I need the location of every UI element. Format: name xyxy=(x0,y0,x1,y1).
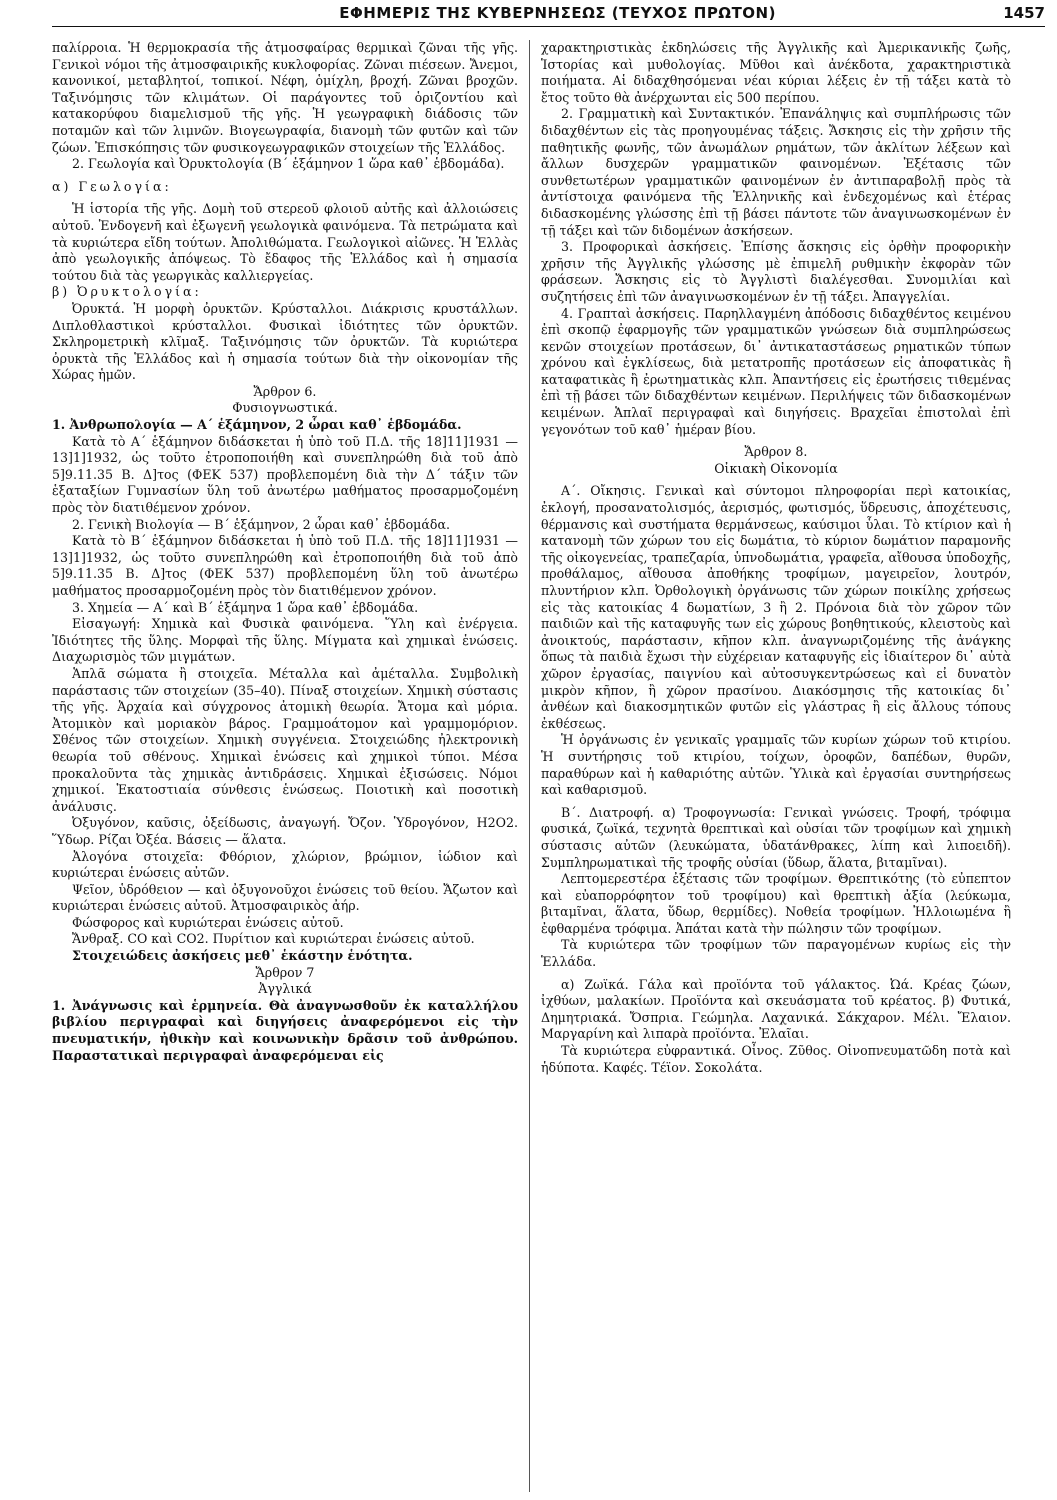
paragraph: Ὀρυκτά. Ἡ μορφὴ ὀρυκτῶν. Κρύσταλλοι. Διάκρισις κρυστάλλων. Διπλοθλαστικοὶ κρύσταλλοι. Φυσικαὶ ἰδιότητες τῶν ὀρυκτῶν. Σκληρομετρικὴ κλῖμαξ. Ταξινόμησις τῶν ὀρυκτῶν. Τὰ κυριώτερα ὀρυκτὰ τῆς Ἑλλάδος καὶ ἡ σημασία τούτων διὰ τὴν οἰκονομίαν τῆς Χώρας ἡμῶν. xyxy=(52,300,518,383)
article-heading: Ἄρθρον 6. xyxy=(253,383,317,399)
paragraph: Α΄. Οἴκησις. Γενικαὶ καὶ σύντομοι πληροφορίαι περὶ κατοικίας, ἐκλογή, προσανατολισμός, ἀερισμός, φωτισμός, ὕδρευσις, ἀποχέτευσις, θέρμανσις καὶ συστήματα θερμάνσεως, καύσιμοι ὗλαι. Τὸ κτίριον καὶ ἡ κατανομὴ τῶν χώρων του εἰς δωμάτια, τὸ κύριον δωμάτιον παραμονῆς τῆς οἰκογενείας, τραπεζαρία, ὑπνοδωμάτια, γραφεῖα, αἴθουσα ὑποδοχῆς, προθάλαμος, αἴθουσα ἀποθήκης τροφίμων, μαγειρεῖον, λουτρόν, πλυντήριον κλπ. Ὀρθολογικὴ ὀργάνωσις τῶν χώρων ποικίλης χρήσεως εἰς τὰς κατοικίας 4 δωματίων, 3 ἢ 2. Πρόνοια διὰ τὸν χῶρον τῶν παιδιῶν καὶ τῆς καταφυγῆς των εἰς χώρους βοηθητικούς, κλειστοὺς καὶ ἀνοικτούς, παράστασιν, κῆπον κλπ. ἀναγνωριζομένης τῆς ἀνάγκης ὅπως τὰ παιδιὰ ἔχωσι τὴν εὐχέρειαν καταφυγῆς εἰς ἰδιαίτερον δι᾽ αὐτὰ χῶρον ἐργασίας, παιγνίου καὶ αὐτοσυγκεντρώσεως καὶ εἰ δυνατὸν μικρὸν κῆπον, ἢ χῶρον πρασίνου. Διακόσμησις τῆς κατοικίας δι᾽ ἀνθέων καὶ διακοσμητικῶν φυτῶν εἰς γλάστρας ἢ εἰς ἄλλους τόπους ἐκθέσεως. xyxy=(541,483,1011,731)
subheading: α) Γεωλογία: xyxy=(52,178,172,194)
page-header xyxy=(52,0,1045,27)
article-subject: Ἀγγλικά xyxy=(258,981,312,997)
column-divider xyxy=(529,40,530,1492)
paragraph: 2. Γεωλογία καὶ Ὀρυκτολογία (Β΄ ἑξάμηνον 1 ὥρα καθ᾽ ἑβδομάδα). xyxy=(72,156,505,172)
paragraph: 3. Προφορικαὶ ἀσκήσεις. Ἐπίσης ἄσκησις εἰς ὀρθὴν προφορικὴν χρῆσιν τῆς Ἀγγλικῆς γλώσσης μὲ ἐπιμελῆ ρυθμικὴν ἐκφορὰν τῶν φράσεων. Ἄσκησις εἰς τὸ Ἀγγλιστὶ διαλέγεσθαι. Συνομιλίαι καὶ συζητήσεις ἐπὶ τῶν ἀναγινωσκομένων ἐν τῇ τάξει. Ἀπαγγελίαι. xyxy=(541,239,1011,304)
paragraph: 1. Ἀνθρωπολογία — Α΄ ἑξάμηνον, 2 ὧραι καθ᾽ ἑβδομάδα. xyxy=(52,417,462,433)
paragraph: Εἰσαγωγή: Χημικὰ καὶ Φυσικὰ φαινόμενα. Ὕλη καὶ ἐνέργεια. Ἰδιότητες τῆς ὕλης. Μορφαὶ τῆς ὕλης. Μίγματα καὶ χημικαὶ ἑνώσεις. Διαχωρισμὸς τῶν μιγμάτων. xyxy=(52,616,518,665)
paragraph: Ἀλογόνα στοιχεῖα: Φθόριον, χλώριον, βρώμιον, ἰώδιον καὶ κυριώτεραι ἑνώσεις αὐτῶν. xyxy=(52,848,518,881)
paragraph: Ἡ ἱστορία τῆς γῆς. Δομὴ τοῦ στερεοῦ φλοιοῦ αὐτῆς καὶ ἀλλοιώσεις αὐτοῦ. Ἐνδογενῆ καὶ ἐξωγενῆ γεωλογικὰ φαινόμενα. Τὰ πετρώματα καὶ τὰ κυριώτερα εἴδη τούτων. Ἀπολιθώματα. Γεωλογικοὶ αἰῶνες. Ἡ Ἑλλὰς ἀπὸ γεωλογικῆς ἀπόψεως. Τὸ ἔδαφος τῆς Ἑλλάδος καὶ ἡ σημασία τούτου διὰ τὰς γεωργικὰς καλλιεργείας. xyxy=(52,201,518,283)
paragraph: Ἡ ὀργάνωσις ἐν γενικαῖς γραμμαῖς τῶν κυρίων χώρων τοῦ κτιρίου. Ἡ συντήρησις τοῦ κτιρίου, τοίχων, ὀροφῶν, δαπέδων, θυρῶν, παραθύρων καὶ ἡ καθαριότης αὐτῶν. Ὑλικὰ καὶ ἐργασίαι συντηρήσεως καὶ καθαρισμοῦ. xyxy=(541,732,1011,798)
paragraph: 4. Γραπταὶ ἀσκήσεις. Παρηλλαγμένη ἀπόδοσις διδαχθέντος κειμένου ἐπὶ σκοπῷ ἐφαρμογῆς τῶν γραμματικῶν γνώσεων διὰ συμπληρώσεως κενῶν στοιχείων προτάσεων, δι᾽ ἀντικαταστάσεως ρηματικῶν τύπων χρόνου καὶ ἐγκλίσεως, διὰ μετατροπῆς προτάσεων εἰς ἀποφατικὰς ἢ καταφατικὰς ἢ ἐρωτηματικὰς κλπ. Ἀπαντήσεις εἰς ἐρωτήσεις τιθεμένας ἐπὶ τῇ βάσει τῶν διδαχθέντων κειμένων. Περιλήψεις τῶν διδασκομένων κειμένων. Ἁπλαῖ περιγραφαὶ καὶ διηγήσεις. Βραχεῖαι ἐπιστολαὶ ἐπὶ γεγονότων τοῦ καθ᾽ ἡμέραν βίου. xyxy=(541,305,1011,437)
paragraph: Ἁπλᾶ σώματα ἢ στοιχεῖα. Μέταλλα καὶ ἀμέταλλα. Συμβολικὴ παράστασις τῶν στοιχείων (35–40). Πίναξ στοιχείων. Χημικὴ σύστασις τῆς γῆς. Ἀρχαία καὶ σύγχρονος ἀτομικὴ θεωρία. Ἄτομα καὶ μόρια. Ἀτομικὸν καὶ μοριακὸν βάρος. Γραμμοάτομον καὶ γραμμομόριον. Σθένος τῶν στοιχείων. Χημικὴ συγγένεια. Στοιχειώδης ἠλεκτρονικὴ θεωρία τοῦ σθένους. Χημικαὶ ἑνώσεις καὶ χημικοὶ τύποι. Μέσα προκαλοῦντα τὰς χημικὰς ἀντιδράσεις. Χημικαὶ ἐξισώσεις. Νόμοι χημικοί. Ἑκατοστιαία σύνθεσις ἑνώσεως. Ποιοτικὴ καὶ ποσοτικὴ ἀνάλυσις. xyxy=(52,665,518,814)
paragraph: Ψεῖον, ὑδρόθειον — καὶ ὀξυγονοῦχοι ἑνώσεις τοῦ θείου. Ἄζωτον καὶ κυριώτεραι ἑνώσεις αὐτοῦ. Ἀτμοσφαιρικὸς ἀήρ. xyxy=(52,881,518,914)
paragraph: Τὰ κυριώτερα τῶν τροφίμων τῶν παραγομένων κυρίως εἰς τὴν Ἑλλάδα. xyxy=(541,937,1011,970)
paragraph: Β΄. Διατροφή. α) Τροφογνωσία: Γενικαὶ γνώσεις. Τροφή, τρόφιμα φυσικά, ζωϊκά, τεχνητὰ θρεπτικαὶ καὶ οὐσίαι τῶν τροφίμων καὶ χημικὴ σύστασις αὐτῶν (λευκώματα, ὑδατάνθρακες, λίπη καὶ λιποειδῆ). Συμπληρωματικαὶ τῆς τροφῆς οὐσίαι (ὕδωρ, ἅλατα, βιταμῖναι). xyxy=(541,804,1011,870)
paragraph: Κατὰ τὸ Β΄ ἑξάμηνον διδάσκεται ἡ ὑπὸ τοῦ Π.Δ. τῆς 18]11]1931 — 13]1]1932, ὡς τοῦτο συνεπληρώθη καὶ ἐτροποποιήθη διὰ τοῦ ἀπὸ 5]9.11.35 Β. Δ]τος (ΦΕΚ 537) προβλεπομένη ὕλη τοῦ ἀνωτέρω μαθήματος προσαρμοζομένη πρὸς τὸν διατιθέμενον χρόνον. xyxy=(52,533,518,598)
paragraph: Τὰ κυριώτερα εὐφραντικά. Οἶνος. Ζῦθος. Οἰνοπνευματῶδη ποτὰ καὶ ἡδύποτα. Καφές. Τέϊον. Σοκολάτα. xyxy=(541,1043,1011,1075)
article-subject: Φυσιογνωστικά. xyxy=(232,400,338,416)
paragraph: Φώσφορος καὶ κυριώτεραι ἑνώσεις αὐτοῦ. xyxy=(72,914,344,930)
article-heading: Ἄρθρον 7 xyxy=(255,964,315,980)
paragraph: Ὀξυγόνον, καῦσις, ὀξείδωσις, ἀναγωγή. Ὄζον. Ὑδρογόνον, Η2Ο2. Ὕδωρ. Ρίζαι Ὀξέα. Βάσεις — ἅλατα. xyxy=(52,815,518,847)
paragraph: χαρακτηριστικὰς ἐκδηλώσεις τῆς Ἀγγλικῆς καὶ Ἀμερικανικῆς ζωῆς, Ἱστορίας καὶ μυθολογίας. Μῦθοι καὶ ἀνέκδοτα, χαρακτηριστικὰ ποιήματα. Αἱ διδαχθησόμεναι νέαι κύριαι λέξεις ἐν τῇ τάξει κατὰ τὸ ἔτος τοῦτο θὰ ἀνέρχωνται εἰς 500 περίπου. xyxy=(541,40,1011,105)
paragraph: 2. Γραμματικὴ καὶ Συντακτικόν. Ἐπανάληψις καὶ συμπλήρωσις τῶν διδαχθέντων εἰς τὰς προηγουμένας τάξεις. Ἄσκησις εἰς τὴν χρῆσιν τῆς παθητικῆς φωνῆς, τῶν ἀνωμάλων ρημάτων, τῶν ἀκλίτων λέξεων καὶ ἄλλων δυσχερῶν γραμματικῶν φαινομένων. Ἐξέτασις τῶν συνθετωτέρων γραμματικῶν φαινομένων ἐν ἀντιπαραβολῇ πρὸς τὰ ἀντίστοιχα φαινόμενα τῆς Ἑλληνικῆς καὶ ἐνδεχομένως καὶ ἑτέρας διδασκομένης γλώσσης ἐπὶ τῇ βάσει πάντοτε τῶν ἀναγινωσκομένων ἐν τῇ τάξει καὶ τῶν διδομένων ἀσκήσεων. xyxy=(541,106,1011,238)
paragraph: α) Ζωϊκά. Γάλα καὶ προϊόντα τοῦ γάλακτος. Ὠά. Κρέας ζώων, ἰχθύων, μαλακίων. Προϊόντα καὶ σκευάσματα τοῦ κρέατος. β) Φυτικά, Δημητριακά. Ὄσπρια. Γεώμηλα. Λαχανικά. Σάκχαρον. Μέλι. Ἔλαιον. Μαργαρίνη καὶ λιπαρὰ προϊόντα. Ἐλαῖαι. xyxy=(541,976,1011,1042)
paragraph: Λεπτομερεστέρα ἐξέτασις τῶν τροφίμων. Θρεπτικότης (τὸ εὐπεπτον καὶ εὐαπορρόφητον τοῦ τροφίμου) καὶ θρεπτικὴ ἀξία (λεύκωμα, βιταμῖναι, ἅλατα, ὕδωρ, θερμίδες). Νοθεία τροφίμων. Ἠλλοιωμένα ἢ ἐφθαρμένα τρόφιμα. Ἀπάται κατὰ τὴν πώλησιν τῶν τροφίμων. xyxy=(541,871,1011,936)
paragraph: Ἄνθραξ. CO καὶ CO2. Πυρίτιον καὶ κυριώτεραι ἑνώσεις αὐτοῦ. xyxy=(72,931,475,947)
paragraph: παλίρροια. Ἡ θερμοκρασία τῆς ἀτμοσφαίρας θερμικαὶ ζῶναι τῆς γῆς. Γενικοὶ νόμοι τῆς ἀτμοσφαιρικῆς κυκλοφορίας. Ζῶναι πιέσεων. Ἄνεμοι, κανονικοί, μεταβλητοί, τοπικοί. Νέφη, ὁμίχλη, βροχή. Ζῶναι βροχῶν. Ταξινόμησις τῶν κλιμάτων. Οἱ παράγοντες τοῦ ὁριζοντίου καὶ κατακορύφου διαμελισμοῦ τῆς γῆς. Ἡ γεωγραφικὴ διάδοσις τῶν ποταμῶν καὶ τῶν λιμνῶν. Βιογεωγραφία, διανομὴ τῶν φυτῶν καὶ τῶν ζώων. Ἐπισκόπησις τῶν φυσικογεωγραφικῶν στοιχείων τῆς Ἑλλάδος. xyxy=(52,40,518,155)
page-number: 1457 xyxy=(1003,4,1045,22)
paragraph: 1. Ἀνάγνωσις καὶ ἑρμηνεία. Θὰ ἀναγνωσθοῦν ἐκ καταλλήλου βιβλίου περιγραφαὶ καὶ διηγήσεις ἀναφερόμενοι εἰς τὴν πνευματικήν, ἠθικὴν καὶ κοινωνικὴν δρᾶσιν τοῦ ἀνθρώπου. Παραστατικαὶ περιγραφαὶ ἀναφερόμεναι εἰς xyxy=(52,997,518,1063)
article-heading: Ἄρθρον 8. xyxy=(744,444,808,460)
paragraph: 3. Χημεία — Α΄ καὶ Β΄ ἑξάμηνα 1 ὥρα καθ᾽ ἑβδομάδα. xyxy=(72,599,419,615)
paragraph: Στοιχειώδεις ἀσκήσεις μεθ᾽ ἑκάστην ἑνότητα. xyxy=(72,948,413,964)
paragraph: Κατὰ τὸ Α΄ ἑξάμηνον διδάσκεται ἡ ὑπὸ τοῦ Π.Δ. τῆς 18]11]1931 — 13]1]1932, ὡς τοῦτο ἐτροποποιήθη καὶ συνεπληρώθη διὰ τοῦ ἀπὸ 5]9.11.35 Β. Δ]τος (ΦΕΚ 537) προβλεπομένη διὰ τὴν Δ΄ τάξιν τῶν ἑξαταξίων Γυμνασίων ὕλη τοῦ ἀνωτέρω μαθήματος προσαρμοζομένη πρὸς τὸν διατιθέμενον χρόνον. xyxy=(52,433,518,516)
article-subject: Οἰκιακὴ Οἰκονομία xyxy=(714,460,838,476)
paragraph: 2. Γενικὴ Βιολογία — Β΄ ἑξάμηνον, 2 ὧραι καθ᾽ ἑβδομάδα. xyxy=(72,516,450,532)
left-column xyxy=(52,40,518,1064)
right-column xyxy=(541,40,1011,1076)
gazette-title: ΕΦΗΜΕΡΙΣ ΤΗΣ ΚΥΒΕΡΝΗΣΕΩΣ (ΤΕΥΧΟΣ ΠΡΩΤΟΝ) xyxy=(339,4,776,22)
subheading: β) Ὀρυκτολογία: xyxy=(52,284,202,300)
